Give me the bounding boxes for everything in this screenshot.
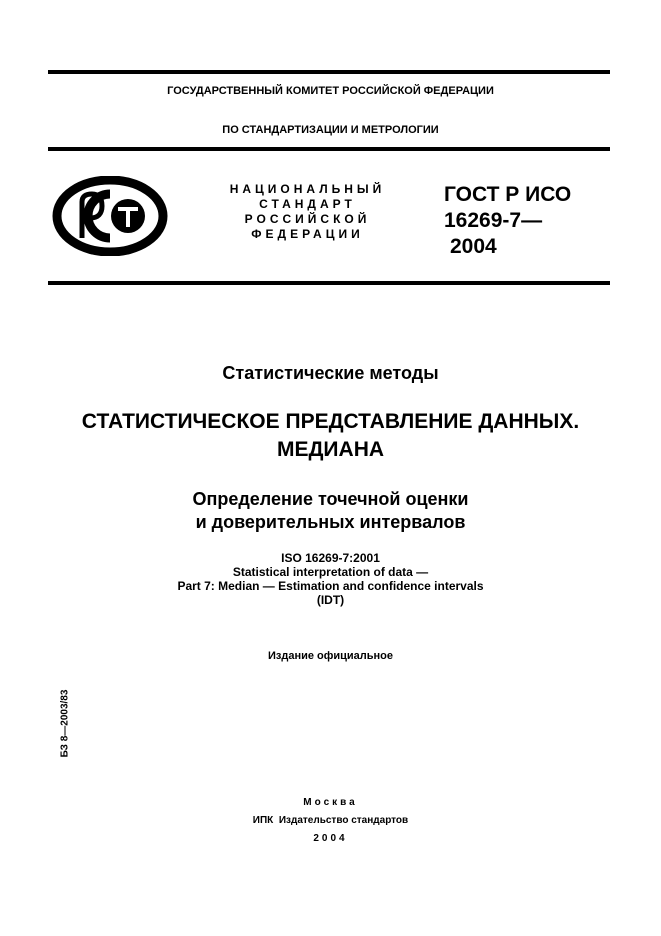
main-title-2: МЕДИАНА: [276, 438, 385, 461]
side-code: БЗ 8—2003/83: [59, 689, 71, 758]
header-rule: [48, 147, 610, 151]
footer-publisher: ИПК Издательство стандартов: [252, 815, 409, 826]
standard-line2: 16269-7—: [444, 209, 543, 232]
footer-city: Москва: [303, 797, 358, 808]
top-rule: [48, 70, 610, 74]
subtitle-1: Определение точечной оценки: [192, 489, 469, 509]
standard-line1: ГОСТ Р ИСО: [444, 183, 572, 206]
header-line1: ГОСУДАРСТВЕННЫЙ КОМИТЕТ РОССИЙСКОЙ ФЕДЕРАЦИИ: [167, 85, 494, 97]
national-line: РОССИЙСКОЙ: [244, 212, 371, 226]
main-title-1: СТАТИСТИЧЕСКОЕ ПРЕДСТАВЛЕНИЕ ДАННЫХ.: [81, 410, 580, 433]
standard-year: 2004: [450, 235, 497, 258]
standard-number: [444, 182, 571, 260]
subtitle-2: и доверительных интервалов: [195, 512, 466, 532]
footer-year: 2004: [313, 833, 348, 844]
national-line: НАЦИОНАЛЬНЫЙ: [229, 182, 386, 196]
header-line2: ПО СТАНДАРТИЗАЦИИ И МЕТРОЛОГИИ: [222, 124, 439, 136]
iso-line: ISO 16269-7:2001: [281, 551, 380, 565]
national-line: ФЕДЕРАЦИИ: [251, 227, 364, 241]
subject: Статистические методы: [222, 363, 439, 383]
iso-line: Part 7: Median — Estimation and confidence intervals: [177, 579, 484, 593]
iso-reference: [0, 551, 661, 607]
national-standard-label: [215, 182, 400, 242]
iso-line: Statistical interpretation of data —: [232, 565, 429, 579]
logo-rule: [48, 281, 610, 285]
rst-logo: [52, 176, 168, 256]
edition: Издание официальное: [267, 650, 394, 662]
iso-line: (IDT): [316, 593, 345, 607]
national-line: СТАНДАРТ: [259, 197, 356, 211]
